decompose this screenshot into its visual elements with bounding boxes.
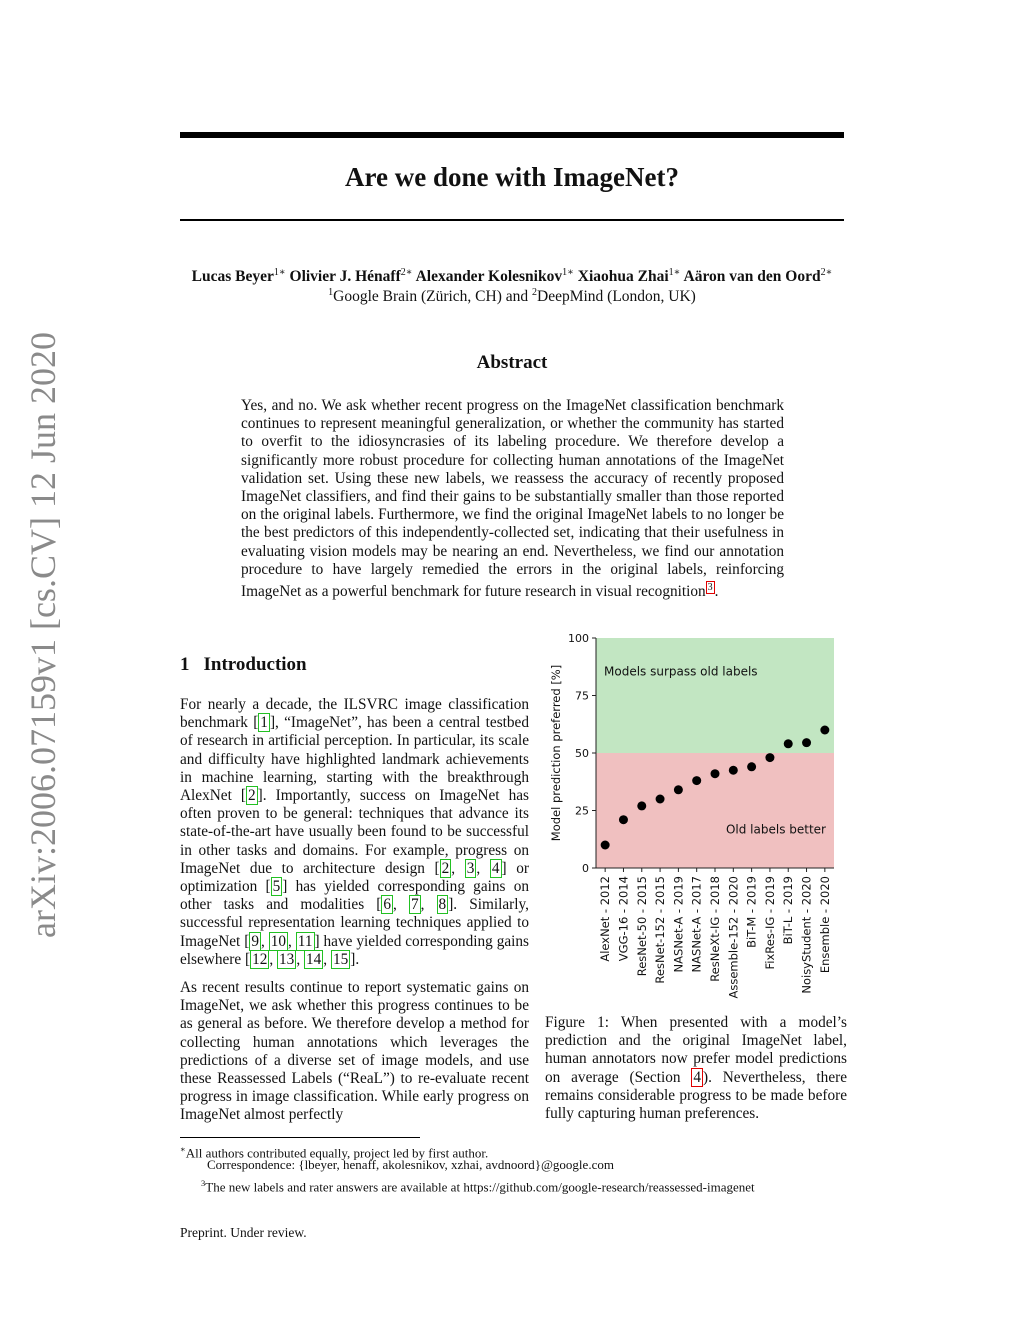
intro-text: ,: [476, 859, 490, 877]
citation-link[interactable]: 5: [272, 878, 281, 896]
citation-link[interactable]: 1: [260, 714, 268, 732]
x-tick-label: ResNeXt-IG - 2018: [708, 876, 722, 982]
x-tick-label: NASNet-A - 2017: [689, 876, 704, 973]
abstract-end: .: [714, 583, 719, 601]
x-tick-label: NASNet-A - 2019: [671, 876, 686, 973]
citation-link[interactable]: 15: [332, 950, 349, 968]
y-tick-label: 50: [575, 747, 589, 760]
citation-link[interactable]: 2: [441, 859, 450, 877]
data-point: [656, 795, 665, 804]
citation-link[interactable]: 4: [491, 859, 500, 877]
citation-link[interactable]: 3: [466, 859, 475, 877]
chart-regions: [596, 638, 834, 868]
section-link[interactable]: 4: [693, 1068, 701, 1086]
citation-link[interactable]: 6: [383, 896, 392, 914]
data-point: [765, 753, 774, 762]
data-point: [637, 801, 646, 810]
affil-org: DeepMind (London, UK): [537, 288, 696, 306]
author: Alexander Kolesnikov: [415, 268, 563, 286]
x-tick-label: FixRes-IG - 2019: [762, 876, 777, 970]
affil-mark: 1: [328, 287, 334, 298]
author-mark: 1∗: [562, 267, 574, 278]
y-tick-label: 25: [575, 804, 589, 818]
intro-text: ,: [393, 896, 409, 914]
author: Lucas Beyer: [191, 268, 274, 286]
footnote-mark: 3: [201, 1178, 206, 1188]
author: Xiaohua Zhai: [577, 268, 669, 286]
intro-text: ] have yielded corresponding gains elsewhere [: [180, 932, 529, 968]
section-heading: [180, 654, 307, 676]
y-tick-label: 75: [575, 689, 589, 703]
caption-text: Figure 1: When presented with a model’s prediction and the original ImageNet label, human annotators now prefer model predictions on average (Section: [545, 1014, 847, 1086]
intro-paragraph-1: [180, 696, 529, 969]
chart-region-label: Old labels better: [725, 822, 826, 837]
intro-text: ,: [323, 950, 331, 968]
author-mark: 2∗: [400, 267, 413, 278]
intro-text: ,: [269, 950, 278, 968]
x-tick-label: Ensemble - 2020: [817, 876, 832, 974]
x-tick-label: ResNet-152 - 2015: [653, 876, 668, 984]
citation-link[interactable]: 8: [438, 896, 447, 914]
citation-link[interactable]: 7: [410, 896, 419, 914]
section-title: Introduction: [203, 654, 307, 675]
intro-text: ], “ImageNet”, has been a central testbed of research in artificial perception. In particular, its scale and difficulty have highlighted landmark achievements in machine learning, starting with the breakthrough AlexNet [: [180, 714, 529, 805]
citation-link[interactable]: 13: [279, 950, 295, 968]
data-point: [784, 739, 793, 748]
data-point: [601, 841, 610, 850]
footnote-3: [201, 1175, 901, 1195]
x-tick-label: VGG-16 - 2014: [616, 876, 631, 962]
author-list: [120, 267, 904, 286]
footnote-text: The new labels and rater answers are available at https://github.com/google-research/reassessed-imagenet: [205, 1179, 755, 1195]
author-mark: 1∗: [668, 267, 681, 278]
intro-text: ,: [288, 932, 296, 950]
caption-text-end: ). Nevertheless, there remains considerable progress to be made before fully capturing human preferences.: [545, 1068, 847, 1123]
x-tick-label: BiT-M - 2019: [744, 876, 759, 948]
intro-text: For nearly a decade, the ILSVRC image classification benchmark [: [180, 696, 529, 732]
footnote-mark: ∗: [180, 1144, 186, 1154]
y-tick-label: 0: [582, 862, 589, 875]
footnote-link[interactable]: 3: [707, 582, 713, 594]
author-mark: 2∗: [820, 267, 833, 278]
abstract-body: [241, 397, 784, 601]
chart-x-labels: [598, 868, 832, 999]
data-point: [619, 815, 628, 824]
y-axis-label: Model prediction preferred [%]: [549, 664, 563, 842]
data-point: [802, 738, 811, 747]
citation-link[interactable]: 11: [297, 932, 313, 950]
affil-mark: 2: [532, 287, 537, 298]
data-point: [711, 769, 720, 778]
data-point: [692, 776, 701, 785]
citation-link[interactable]: 10: [270, 932, 287, 950]
data-point: [674, 785, 683, 794]
intro-text: ] has yielded corresponding gains on other tasks and modalities [: [180, 878, 529, 914]
x-tick-label: BiT-L - 2019: [781, 876, 796, 945]
paper-title: Are we done with ImageNet?: [345, 162, 679, 192]
intro-text: ,: [296, 950, 304, 968]
intro-text: ]. Importantly, success on ImageNet has often proven to be general: techniques that advance its state-of-the-art have usually been found to be successful in other tasks and domains. For example, progress on ImageNet due to architecture design [: [180, 787, 529, 877]
chart-region: [596, 638, 834, 753]
intro-text: ,: [451, 859, 465, 877]
data-point: [820, 726, 829, 735]
citation-link[interactable]: 2: [248, 787, 256, 805]
figure-1-chart: [545, 625, 850, 1010]
citation-link[interactable]: 9: [251, 932, 259, 950]
author: Aäron van den Oord: [683, 268, 821, 286]
figure-caption: [545, 1014, 847, 1123]
data-point: [729, 766, 738, 775]
section-number: 1: [180, 654, 190, 675]
footnote-correspondence: Correspondence: {lbeyer, henaff, akolesnikov, xzhai, avdnoord}@google.com: [207, 1157, 614, 1172]
intro-text: ,: [420, 896, 437, 914]
title-rule-bottom: [180, 219, 844, 221]
x-tick-label: ResNet-50 - 2015: [634, 876, 649, 977]
affiliations: [180, 287, 844, 306]
intro-paragraph-2: As recent results continue to report systematic gains on ImageNet, we ask whether this progress continues to be as general as before. We therefore develop a method for collecting human annotations which leverages the predictions of a diverse set of image models, and use these Reassessed Labels (“ReaL”) to re-evaluate recent progress in image classification. While early progress on ImageNet almost perfectly: [180, 979, 529, 1124]
chart-region-label: Models surpass old labels: [604, 664, 758, 679]
intro-text: ].: [350, 950, 360, 968]
author-mark: 1∗: [273, 267, 286, 278]
citation-link[interactable]: 12: [252, 950, 268, 968]
y-tick-label: 100: [568, 632, 589, 645]
footnote-text: All authors contributed equally, project led by first author.: [185, 1145, 489, 1161]
intro-text: ] or optimization [: [180, 859, 529, 896]
x-tick-label: NoisyStudent - 2020: [799, 876, 814, 994]
arxiv-stamp: arXiv:2006.07159v1 [cs.CV] 12 Jun 2020: [23, 332, 63, 938]
preprint-note: Preprint. Under review.: [180, 1225, 307, 1240]
abstract-text: Yes, and no. We ask whether recent progress on the ImageNet classification benchmark continues to represent meaningful generalization, or whether the community has started to overfit to the idiosyncrasies of its labeling procedure. We therefore develop a significantly more robust procedure for collecting human annotations of the ImageNet validation set. Using these new labels, we reassess the accuracy of recently proposed ImageNet classifiers, and find their gains to be substantially smaller than those reported on the original labels. Furthermore, we find the original ImageNet labels to no longer be the best predictors of this independently-collected set, indicating that their usefulness in evaluating vision models may be nearing an end. Nevertheless, we find our annotation procedure to have largely remedied the errors in the original labels, reinforcing ImageNet as a powerful benchmark for future research in visual recognition: [241, 397, 784, 601]
footnote-rule: [180, 1137, 420, 1138]
x-tick-label: AlexNet - 2012: [598, 876, 613, 962]
title-rule-top: [180, 132, 844, 138]
author: Olivier J. Hénaff: [289, 268, 401, 286]
x-tick-label: Assemble-152 - 2020: [726, 876, 741, 999]
intro-text: ,: [260, 932, 269, 950]
abstract-heading: Abstract: [476, 352, 548, 373]
data-point: [747, 762, 756, 771]
affil-org: Google Brain (Zürich, CH) and: [333, 288, 532, 306]
citation-link[interactable]: 14: [305, 950, 322, 968]
intro-text: ]. Similarly, successful representation learning techniques applied to ImageNet [: [180, 896, 529, 950]
